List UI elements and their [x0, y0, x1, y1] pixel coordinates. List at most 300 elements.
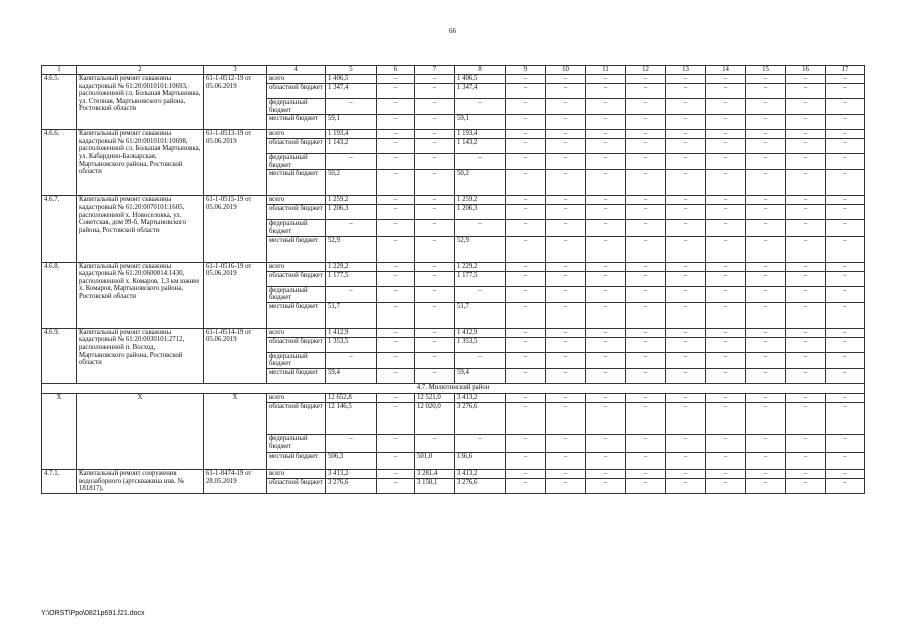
value-cell: –: [546, 328, 586, 337]
value-cell: 1 406,5: [326, 75, 377, 84]
value-cell: –: [326, 220, 377, 236]
value-cell: –: [506, 139, 546, 154]
value-cell: –: [506, 196, 546, 205]
value-cell: –: [706, 130, 746, 139]
value-cell: 1 206,3: [326, 205, 377, 220]
value-cell: –: [546, 196, 586, 205]
item-number: 4.6.6.: [42, 130, 77, 196]
value-cell: –: [586, 478, 626, 493]
value-cell: 3 413,2: [455, 469, 506, 478]
funding-source: областной бюджет: [267, 139, 326, 154]
column-number: 13: [666, 66, 706, 75]
value-cell: –: [786, 205, 826, 220]
value-cell: –: [746, 478, 786, 493]
value-cell: –: [786, 262, 826, 271]
value-cell: –: [626, 154, 666, 170]
section-title: 4.7. Милютинский район: [42, 383, 865, 393]
table-row: [42, 328, 865, 337]
file-path-footer: Y:\ORST\Ppo\0821p691.f21.docx: [41, 610, 145, 617]
value-cell: –: [786, 99, 826, 115]
value-cell: –: [586, 434, 626, 452]
value-cell: –: [666, 220, 706, 236]
value-cell: –: [746, 236, 786, 262]
item-name: Х: [77, 393, 204, 469]
value-cell: –: [826, 220, 865, 236]
value-cell: –: [546, 75, 586, 84]
value-cell: –: [786, 196, 826, 205]
column-number: 16: [786, 66, 826, 75]
value-cell: –: [377, 99, 415, 115]
value-cell: –: [706, 469, 746, 478]
item-number: 4.7.1.: [42, 469, 77, 493]
value-cell: –: [506, 236, 546, 262]
value-cell: –: [626, 99, 666, 115]
value-cell: 59,4: [455, 368, 506, 383]
value-cell: –: [746, 328, 786, 337]
column-number: 8: [455, 66, 506, 75]
value-cell: –: [826, 84, 865, 99]
value-cell: –: [786, 115, 826, 130]
value-cell: –: [626, 220, 666, 236]
value-cell: –: [586, 328, 626, 337]
value-cell: –: [706, 478, 746, 493]
value-cell: –: [746, 130, 786, 139]
value-cell: –: [586, 154, 626, 170]
value-cell: –: [586, 393, 626, 402]
value-cell: –: [666, 302, 706, 328]
value-cell: –: [415, 302, 455, 328]
value-cell: –: [415, 84, 455, 99]
table-row: [42, 393, 865, 402]
value-cell: –: [666, 286, 706, 302]
value-cell: 1 406,5: [455, 75, 506, 84]
value-cell: –: [415, 220, 455, 236]
column-number: 2: [77, 66, 204, 75]
value-cell: –: [626, 115, 666, 130]
item-number: 4.6.9.: [42, 328, 77, 383]
value-cell: –: [786, 236, 826, 262]
value-cell: –: [377, 393, 415, 402]
value-cell: –: [826, 115, 865, 130]
value-cell: –: [626, 236, 666, 262]
value-cell: –: [455, 99, 506, 115]
value-cell: –: [666, 130, 706, 139]
funding-source: федеральный бюджет: [267, 352, 326, 368]
value-cell: –: [786, 286, 826, 302]
value-cell: –: [786, 75, 826, 84]
value-cell: 1 259,2: [326, 196, 377, 205]
value-cell: –: [506, 352, 546, 368]
value-cell: –: [377, 154, 415, 170]
value-cell: 1 347,4: [455, 84, 506, 99]
value-cell: –: [706, 368, 746, 383]
value-cell: –: [415, 75, 455, 84]
value-cell: –: [546, 130, 586, 139]
value-cell: –: [546, 84, 586, 99]
value-cell: –: [415, 196, 455, 205]
value-cell: –: [826, 75, 865, 84]
value-cell: –: [326, 286, 377, 302]
column-number: 4: [267, 66, 326, 75]
value-cell: –: [546, 469, 586, 478]
value-cell: –: [746, 469, 786, 478]
value-cell: –: [546, 139, 586, 154]
value-cell: –: [786, 271, 826, 286]
value-cell: –: [377, 286, 415, 302]
funding-source: местный бюджет: [267, 115, 326, 130]
value-cell: –: [746, 402, 786, 434]
value-cell: –: [826, 352, 865, 368]
funding-source: всего: [267, 130, 326, 139]
value-cell: 52,9: [455, 236, 506, 262]
value-cell: –: [666, 170, 706, 196]
value-cell: –: [666, 434, 706, 452]
value-cell: 51,7: [455, 302, 506, 328]
value-cell: 12 652,8: [326, 393, 377, 402]
value-cell: –: [586, 130, 626, 139]
value-cell: 1 177,5: [326, 271, 377, 286]
value-cell: –: [506, 337, 546, 352]
item-name: Капитальный ремонт скважины кадастровый № 61:20:0010101:10693, расположенной сл. Большая Мартыновка, ул. Степная, Мартыновского района, Ростовской области: [77, 75, 204, 130]
value-cell: –: [746, 84, 786, 99]
value-cell: –: [626, 352, 666, 368]
value-cell: –: [326, 154, 377, 170]
value-cell: –: [415, 271, 455, 286]
value-cell: –: [666, 352, 706, 368]
value-cell: –: [706, 302, 746, 328]
funding-source: всего: [267, 469, 326, 478]
value-cell: –: [546, 220, 586, 236]
value-cell: –: [706, 139, 746, 154]
value-cell: –: [706, 75, 746, 84]
value-cell: –: [746, 337, 786, 352]
funding-source: всего: [267, 196, 326, 205]
funding-source: местный бюджет: [267, 302, 326, 328]
value-cell: –: [786, 402, 826, 434]
value-cell: –: [626, 84, 666, 99]
value-cell: –: [626, 286, 666, 302]
value-cell: –: [506, 115, 546, 130]
value-cell: –: [746, 393, 786, 402]
value-cell: –: [586, 262, 626, 271]
value-cell: –: [666, 99, 706, 115]
value-cell: –: [586, 469, 626, 478]
value-cell: –: [506, 271, 546, 286]
value-cell: –: [666, 139, 706, 154]
value-cell: 136,6: [455, 452, 506, 469]
value-cell: 1 193,4: [326, 130, 377, 139]
funding-source: областной бюджет: [267, 478, 326, 493]
table-row: [42, 75, 865, 84]
value-cell: –: [706, 196, 746, 205]
column-number: 5: [326, 66, 377, 75]
value-cell: 1 193,4: [455, 130, 506, 139]
budget-table: [41, 65, 865, 494]
item-number: 4.6.7.: [42, 196, 77, 262]
value-cell: –: [506, 286, 546, 302]
value-cell: 3 276,6: [455, 478, 506, 493]
value-cell: –: [746, 205, 786, 220]
funding-source: всего: [267, 75, 326, 84]
value-cell: –: [826, 236, 865, 262]
value-cell: –: [546, 262, 586, 271]
value-cell: –: [377, 402, 415, 434]
value-cell: –: [826, 402, 865, 434]
page-number: 66: [449, 27, 456, 35]
value-cell: –: [546, 452, 586, 469]
table-row: [42, 469, 865, 478]
value-cell: –: [666, 205, 706, 220]
value-cell: –: [377, 170, 415, 196]
value-cell: –: [826, 196, 865, 205]
value-cell: 1 177,5: [455, 271, 506, 286]
column-number: 3: [204, 66, 267, 75]
value-cell: –: [377, 220, 415, 236]
funding-source: областной бюджет: [267, 84, 326, 99]
value-cell: –: [626, 452, 666, 469]
value-cell: 50,2: [455, 170, 506, 196]
value-cell: –: [746, 271, 786, 286]
value-cell: –: [666, 393, 706, 402]
value-cell: –: [706, 220, 746, 236]
item-number: Х: [42, 393, 77, 469]
value-cell: –: [546, 393, 586, 402]
value-cell: –: [666, 84, 706, 99]
value-cell: –: [706, 170, 746, 196]
value-cell: –: [826, 368, 865, 383]
value-cell: –: [826, 139, 865, 154]
column-number: 14: [706, 66, 746, 75]
value-cell: –: [786, 170, 826, 196]
value-cell: –: [786, 302, 826, 328]
value-cell: –: [706, 393, 746, 402]
value-cell: –: [506, 368, 546, 383]
value-cell: 3 413,2: [455, 393, 506, 402]
value-cell: –: [826, 205, 865, 220]
value-cell: –: [826, 337, 865, 352]
funding-source: всего: [267, 393, 326, 402]
value-cell: –: [415, 205, 455, 220]
value-cell: 59,4: [326, 368, 377, 383]
value-cell: –: [377, 196, 415, 205]
value-cell: –: [506, 205, 546, 220]
value-cell: –: [626, 130, 666, 139]
value-cell: –: [826, 434, 865, 452]
item-number: 4.6.5.: [42, 75, 77, 130]
value-cell: –: [706, 352, 746, 368]
item-name: Капитальный ремонт сооружения водозаборного (артскважина инв. № 181817),: [77, 469, 204, 493]
value-cell: –: [415, 139, 455, 154]
value-cell: –: [826, 302, 865, 328]
value-cell: –: [546, 478, 586, 493]
value-cell: –: [377, 352, 415, 368]
value-cell: –: [746, 434, 786, 452]
value-cell: –: [786, 328, 826, 337]
funding-source: областной бюджет: [267, 271, 326, 286]
value-cell: –: [706, 115, 746, 130]
value-cell: 1 412,9: [455, 328, 506, 337]
value-cell: –: [586, 402, 626, 434]
value-cell: –: [666, 196, 706, 205]
funding-source: всего: [267, 328, 326, 337]
value-cell: –: [826, 286, 865, 302]
value-cell: –: [377, 302, 415, 328]
value-cell: –: [377, 262, 415, 271]
value-cell: –: [786, 368, 826, 383]
value-cell: –: [326, 99, 377, 115]
value-cell: –: [666, 402, 706, 434]
value-cell: –: [586, 452, 626, 469]
funding-source: федеральный бюджет: [267, 99, 326, 115]
value-cell: –: [415, 99, 455, 115]
value-cell: –: [586, 236, 626, 262]
value-cell: –: [666, 271, 706, 286]
value-cell: 506,3: [326, 452, 377, 469]
value-cell: –: [506, 99, 546, 115]
value-cell: –: [666, 452, 706, 469]
value-cell: 1 229,2: [455, 262, 506, 271]
item-document: 61-1-0516-19 от 05.06.2019: [204, 262, 267, 328]
value-cell: –: [377, 130, 415, 139]
value-cell: –: [586, 205, 626, 220]
value-cell: –: [706, 434, 746, 452]
value-cell: –: [746, 170, 786, 196]
value-cell: –: [706, 286, 746, 302]
value-cell: –: [506, 434, 546, 452]
value-cell: –: [546, 236, 586, 262]
value-cell: –: [746, 262, 786, 271]
value-cell: –: [455, 434, 506, 452]
value-cell: –: [377, 452, 415, 469]
item-document: 61-1-0474-19 от 28.05.2019: [204, 469, 267, 493]
value-cell: 59,1: [326, 115, 377, 130]
funding-source: всего: [267, 262, 326, 271]
value-cell: –: [377, 337, 415, 352]
value-cell: –: [826, 478, 865, 493]
item-document: 61-1-0514-19 от 05.06.2019: [204, 328, 267, 383]
value-cell: –: [706, 402, 746, 434]
value-cell: –: [626, 75, 666, 84]
value-cell: –: [826, 328, 865, 337]
value-cell: –: [455, 220, 506, 236]
column-number: 7: [415, 66, 455, 75]
value-cell: 3 150,1: [415, 478, 455, 493]
value-cell: –: [546, 368, 586, 383]
value-cell: –: [506, 154, 546, 170]
value-cell: –: [506, 478, 546, 493]
table-row: [42, 196, 865, 205]
value-cell: –: [626, 478, 666, 493]
column-number: 9: [506, 66, 546, 75]
value-cell: –: [666, 368, 706, 383]
value-cell: –: [546, 99, 586, 115]
value-cell: –: [377, 205, 415, 220]
section-header-row: [42, 383, 865, 393]
value-cell: –: [706, 328, 746, 337]
value-cell: –: [706, 84, 746, 99]
value-cell: –: [455, 352, 506, 368]
value-cell: –: [546, 434, 586, 452]
value-cell: 3 276,6: [326, 478, 377, 493]
value-cell: –: [506, 75, 546, 84]
value-cell: –: [626, 402, 666, 434]
value-cell: –: [706, 99, 746, 115]
value-cell: –: [546, 170, 586, 196]
value-cell: –: [506, 262, 546, 271]
value-cell: –: [626, 393, 666, 402]
value-cell: –: [506, 302, 546, 328]
value-cell: –: [786, 337, 826, 352]
value-cell: –: [546, 402, 586, 434]
value-cell: 1 353,5: [326, 337, 377, 352]
value-cell: –: [706, 154, 746, 170]
value-cell: –: [586, 368, 626, 383]
value-cell: 50,2: [326, 170, 377, 196]
value-cell: 1 206,3: [455, 205, 506, 220]
column-number: 1: [42, 66, 77, 75]
value-cell: –: [415, 154, 455, 170]
value-cell: –: [746, 154, 786, 170]
value-cell: –: [626, 434, 666, 452]
value-cell: –: [786, 393, 826, 402]
table-row: [42, 262, 865, 271]
value-cell: –: [826, 469, 865, 478]
value-cell: –: [506, 130, 546, 139]
value-cell: 12 020,0: [415, 402, 455, 434]
value-cell: –: [626, 368, 666, 383]
item-document: 61-1-0512-19 от 05.06.2019: [204, 75, 267, 130]
value-cell: –: [377, 328, 415, 337]
value-cell: –: [626, 302, 666, 328]
item-name: Капитальный ремонт скважины кадастровый № 61:20:0070101:1605, расположенной х. Новоселовка, ул. Советская, дом 99-б, Мартыновского района, Ростовской области: [77, 196, 204, 262]
funding-source: местный бюджет: [267, 452, 326, 469]
value-cell: 3 413,2: [326, 469, 377, 478]
value-cell: –: [377, 271, 415, 286]
value-cell: –: [415, 337, 455, 352]
table-row: [42, 130, 865, 139]
value-cell: 1 412,9: [326, 328, 377, 337]
value-cell: 1 143,2: [326, 139, 377, 154]
value-cell: –: [377, 115, 415, 130]
value-cell: –: [666, 328, 706, 337]
column-number: 6: [377, 66, 415, 75]
value-cell: 12 146,5: [326, 402, 377, 434]
value-cell: 3 276,6: [455, 402, 506, 434]
value-cell: –: [377, 75, 415, 84]
value-cell: –: [415, 352, 455, 368]
value-cell: –: [506, 393, 546, 402]
item-document: 61-1-0515-19 от 05.06.2019: [204, 196, 267, 262]
value-cell: –: [506, 328, 546, 337]
value-cell: –: [746, 452, 786, 469]
funding-source: федеральный бюджет: [267, 286, 326, 302]
value-cell: –: [666, 236, 706, 262]
value-cell: –: [746, 302, 786, 328]
value-cell: –: [786, 130, 826, 139]
value-cell: –: [746, 99, 786, 115]
item-name: Капитальный ремонт скважины кадастровый № 61:20:0600014:1430, расположенной х. Комаров, 1,3 км южнее х. Комаров, Мартыновского района, Ростовской области: [77, 262, 204, 328]
value-cell: –: [586, 75, 626, 84]
value-cell: –: [415, 368, 455, 383]
value-cell: 501,0: [415, 452, 455, 469]
value-cell: –: [746, 368, 786, 383]
value-cell: –: [506, 469, 546, 478]
value-cell: –: [666, 337, 706, 352]
item-name: Капитальный ремонт скважины кадастровый № 61:20:0010101:10698, расположенной сл. Большая Мартыновка, ул. Кабардино-Балкарская, Мартыновского района, Ростовской области: [77, 130, 204, 196]
column-number: 11: [586, 66, 626, 75]
value-cell: –: [506, 84, 546, 99]
value-cell: –: [706, 452, 746, 469]
